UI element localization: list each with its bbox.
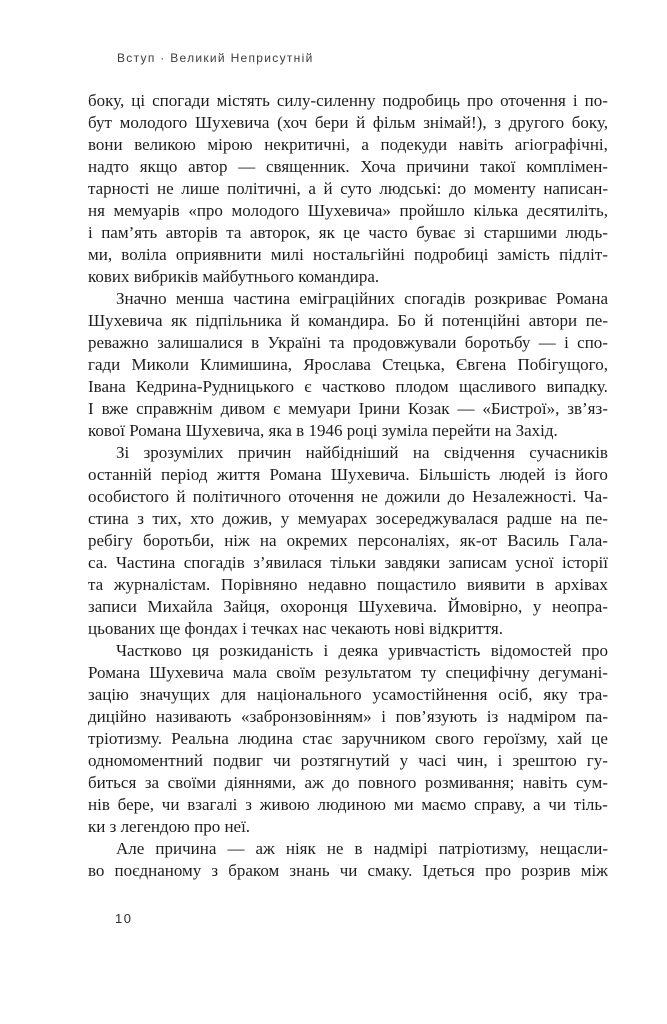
text-line: ки з легендою про неї. (88, 817, 251, 836)
text-line: Івана Кедрина-Рудницького є частково плодом щасливого випадку. (88, 377, 608, 396)
text-line: і пам’ять авторів та авторок, як це часто буває зі старшими людь- (88, 223, 608, 242)
text-line: та журналістам. Порівняно недавно пощастило виявити в архівах (88, 575, 608, 594)
text-line: цьованих ще фондах і течках нас чекають нові відкриття. (88, 619, 504, 638)
text-line: ня мемуарів «про молодого Шухевича» пройшло кілька десятиліть, (88, 201, 608, 220)
text-line: кової Романа Шухевича, яка в 1946 році зуміла перейти на Захід. (88, 421, 558, 440)
text-line: са. Частина спогадів з’явилася тільки завдяки записам усної історії (88, 553, 608, 572)
page-body (88, 90, 608, 882)
text-line: Частково ця розкиданість і деяка уривчастість відомостей про (116, 641, 608, 660)
text-line: останній період життя Романа Шухевича. Більшість людей із його (88, 465, 608, 484)
text-line: нів бере, чи взагалі з живою людиною ми маємо справу, а чи тіль- (88, 795, 608, 814)
running-header: Вступ · Великий Неприсутній (117, 51, 314, 65)
text-line: зацію значущих для національного усамостійнення осіб, яку тра- (88, 685, 608, 704)
text-line: тріотизму. Реальна людина стає заручником свого героїзму, хай це (88, 729, 608, 748)
text-line: Шухевича як підпільника й командира. Бо й потенційні автори пе- (88, 311, 608, 330)
text-line: Але причина — аж ніяк не в надмірі патріотизму, нещасли- (116, 839, 608, 858)
text-line: диційно називають «забронзовінням» і пов’язують із надміром па- (88, 707, 608, 726)
text-line: одномоментний подвиг чи розтягнутий у часі чин, і зрештою гу- (88, 751, 608, 770)
text-line: во поєднаному з браком знань чи смаку. Ідеться про розрив між (88, 861, 608, 880)
page-number: 10 (115, 911, 133, 926)
text-line: Зі зрозумілих причин найбідніший на свідчення сучасників (116, 443, 608, 462)
text-line: Романа Шухевича мала своїм результатом ту специфічну дегумані- (88, 663, 608, 682)
text-line: надто якщо автор — священник. Хоча причини такої комплімен- (88, 157, 608, 176)
text-line: ребігу боротьби, ніж на окремих персоналіях, як-от Василь Гала- (88, 531, 608, 550)
text-line: биться за своїми діяннями, аж до повного розмивання; навіть сум- (88, 773, 608, 792)
text-line: кових вибриків майбутнього командира. (88, 267, 380, 286)
text-line: особистого й політичного оточення не дожили до Незалежності. Ча- (88, 487, 608, 506)
text-line: реважно залишалися в Україні та продовжували боротьбу — і спо- (88, 333, 608, 352)
text-line: записи Михайла Зайця, охоронця Шухевича. Ймовірно, у неопра- (88, 597, 608, 616)
text-line: боку, ці спогади містять силу-силенну подробиць про оточення і по- (88, 91, 608, 110)
text-line: тарності не лише політичні, а й суто людські: до моменту написан- (88, 179, 608, 198)
text-line: вони великою мірою некритичні, а подекуди навіть агіографічні, (88, 135, 608, 154)
text-line: гади Миколи Климишина, Ярослава Стецька, Євгена Побігущого, (88, 355, 608, 374)
text-line: ми, воліла оприявнити милі ностальгійні подробиці замість підліт- (88, 245, 608, 264)
text-line: стина з тих, хто дожив, у мемуарах зосереджувалася радше на пе- (88, 509, 608, 528)
text-line: І вже справжнім дивом є мемуари Ірини Козак — «Бистрої», зв’яз- (88, 399, 608, 418)
text-line: Значно менша частина еміграційних спогадів розкриває Романа (116, 289, 608, 308)
text-line: бут молодого Шухевича (хоч бери й фільм знімай!), з другого боку, (88, 113, 608, 132)
